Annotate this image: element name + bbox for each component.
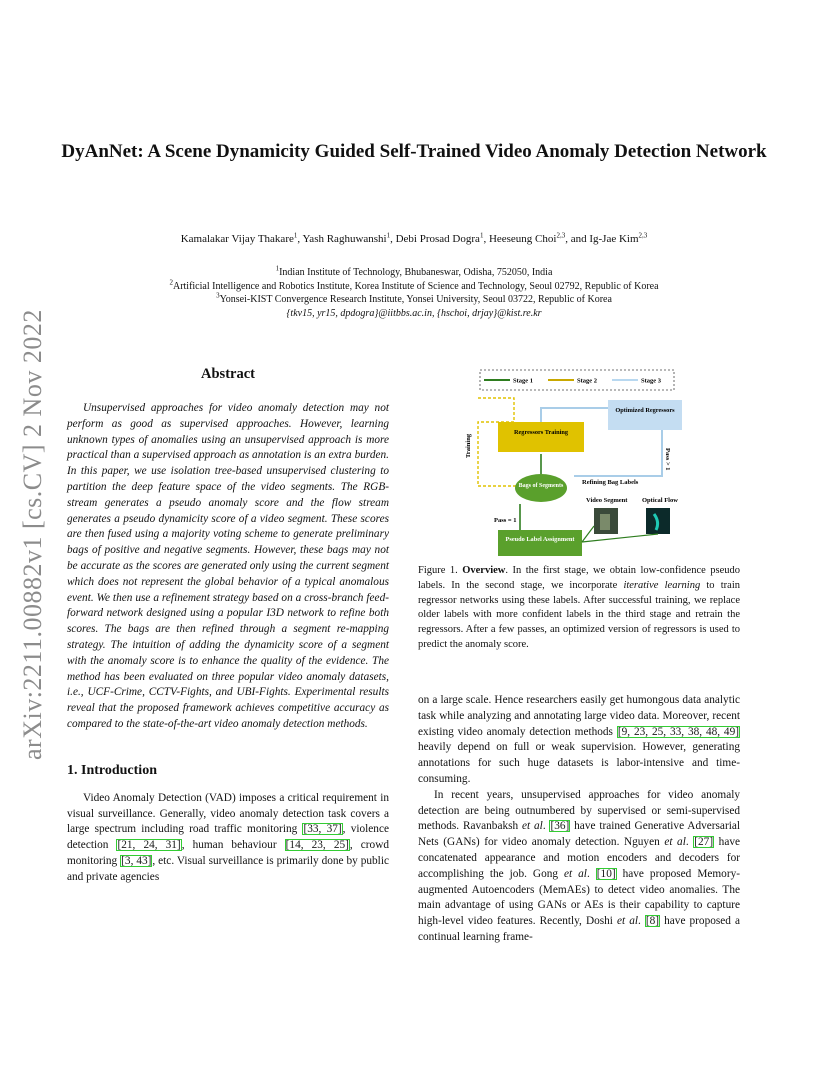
- citation-link[interactable]: [10]: [596, 867, 616, 880]
- citation-link[interactable]: [27]: [694, 836, 714, 849]
- legend-stage2-label: Stage 2: [577, 377, 598, 385]
- citation-link[interactable]: [33, 37]: [303, 823, 342, 836]
- arxiv-stamp: arXiv:2211.00882v1 [cs.CV] 2 Nov 2022: [18, 309, 47, 760]
- figure-caption: Figure 1. Overview. In the first stage, we obtain low-confidence pseudo labels. In the second stage, we incorporate iterative learning to train regressor networks using these labels. After successful training, we replace older labels with more confident labels in the third stage and retrain the regressors. After a few passes, an optimized version of regressors is used to predict the anomaly score.: [418, 565, 740, 650]
- refining-label: Refining Bag Labels: [582, 479, 639, 486]
- affiliation-line: $^3$Yonsei-KIST Convergence Research Institute, Yonsei University, Seoul 03722, Republic of Korea: [216, 291, 612, 305]
- pass-gt1-label: Pass > 1: [664, 448, 671, 471]
- legend-stage1-label: Stage 1: [513, 377, 534, 385]
- author-name: Heeseung Choi: [488, 233, 557, 245]
- overview-diagram: [466, 366, 690, 562]
- citation-link[interactable]: [14, 23, 25]: [285, 839, 349, 852]
- regressors-training-box: [498, 422, 584, 452]
- optical-flow-label: Optical Flow: [642, 497, 678, 504]
- left-column: [67, 366, 389, 886]
- affiliations: [60, 266, 768, 320]
- abstract-text: Unsupervised approaches for video anomaly detection may not perform as good as supervised approaches. However, learning unknown types of anomalies using an unsupervised approach is more practical than a supervised approach as annotation is an extra burden. In this paper, we use isolation tree-based unsupervised clustering to partition the deep feature space of the video segments. The RGB- stream generates a pseudo anomaly score and the flow stream generates a pseudo dynamicity score of a video segment. These scores are then fused using a majority voting scheme to generate preliminary bags of positive and negative segments. However, these bags may not be accurate as the scores are generated only using the current segment which does not represent the global behavior of a typical anomalous event. We then use a refinement strategy based on a cross-branch feed-forward network designed using a popular I3D network to refine both scores. The bags are then refined through a segment re-mapping strategy. The intuition of adding the dynamicity score of a segment with the anomaly score is to enhance the quality of the evidence. The method has been evaluated on three popular video anomaly datasets, i.e., UCF-Crime, CCTV-Fights, and UBI-Fights. Experimental results reveal that the proposed framework achieves competitive accuracy as compared to the state-of-the-art video anomaly detection methods.: [67, 402, 389, 730]
- author-name: Yash Raghuwanshi: [302, 233, 387, 245]
- citation-link[interactable]: [3, 43]: [121, 854, 152, 867]
- email-line: {tkv15, yr15, dpdogra}@iitbbs.ac.in, {hschoi, drjay}@kist.re.kr: [286, 307, 542, 319]
- citation-link[interactable]: [9, 23, 25, 33, 38, 48, 49]: [617, 725, 739, 738]
- section-heading-introduction: 1. Introduction: [67, 762, 157, 778]
- right-column-body: [418, 693, 740, 946]
- legend-stage3-label: Stage 3: [641, 377, 662, 385]
- pseudo-label-label: Pseudo Label Assignment: [505, 536, 575, 543]
- right-paragraph-1: on a large scale. Hence researchers easily get humongous data analytic task while analyzing and annotating large video data. Moreover, recent existing video anomaly detection methods [9, 23, 25, 33, 38, 48, 49] heavily depend on full or weak supervision. However, generating annotations for such huge datasets is labor-intensive and time-consuming.: [418, 694, 740, 785]
- pass-eq1-label: Pass = 1: [494, 517, 517, 524]
- affiliation-line: $^1$Indian Institute of Technology, Bhubaneswar, Odisha, 752050, India: [275, 264, 553, 278]
- optimized-regressors-label: Optimized Regressors: [615, 407, 675, 414]
- citation-link[interactable]: [21, 24, 31]: [117, 839, 181, 852]
- author-name: Debi Prosad Dogra: [395, 233, 480, 245]
- refining-arrow: [574, 430, 662, 476]
- author-name: Kamalakar Vijay Thakare: [180, 233, 294, 245]
- optimized-regressors-box: [608, 400, 682, 430]
- regressors-training-label: Regressors Training: [513, 429, 569, 436]
- abstract-heading: Abstract: [201, 366, 255, 382]
- citation-link[interactable]: [36]: [550, 820, 570, 833]
- pseudo-label-box: [498, 530, 582, 556]
- training-label: Training: [465, 433, 472, 458]
- affiliation-line: $^2$Artificial Intelligence and Robotics Institute, Korea Institute of Science and Technology, Seoul 02792, Republic of Korea: [169, 278, 659, 292]
- citation-link[interactable]: [8]: [645, 915, 660, 928]
- paper-title: DyAnNet: A Scene Dynamicity Guided Self-Trained Video Anomaly Detection Network: [61, 141, 767, 162]
- intro-paragraph: Video Anomaly Detection (VAD) imposes a critical requirement in visual surveillance. Generally, video anomaly detection task covers a large spectrum including road traffic monitoring [33, 37], violence detection [21, 24, 31], human behaviour [14, 23, 25], crowd monitoring [3, 43], etc. Visual surveillance is primarily done by public and private agencies: [67, 791, 390, 883]
- right-paragraph-2: In recent years, unsupervised approaches for video anomaly detection are being outnumbered by supervised or semi-supervised methods. Ravanbaksh et al. [36] have trained Generative Adversarial Nets (GANs) for video anomaly detection. Nguyen et al. [27] have concatenated appearance and motion encoders and decoders for accomplishing the job. Gong et al. [10] have proposed Memory-augmented Autoencoders (MemAEs) to detect video anomalies. The main advantage of using GANs or AEs is their capability to capture high-level video features. Recently, Doshi et al. [8] have proposed a continual learning frame-: [418, 788, 741, 943]
- author-name: Ig-Jae Kim: [589, 233, 639, 245]
- bags-of-segments-label: Bags of Segments: [518, 483, 564, 489]
- stage3-arrow: [541, 408, 608, 422]
- author-list: Kamalakar Vijay Thakare$^1$, Yash Raghuwanshi$^1$, Debi Prosad Dogra$^1$, Heeseung Choi$^{2,3}$, and Ig-Jae Kim$^{2,3}$: [180, 231, 648, 245]
- video-segment-label: Video Segment: [586, 497, 628, 504]
